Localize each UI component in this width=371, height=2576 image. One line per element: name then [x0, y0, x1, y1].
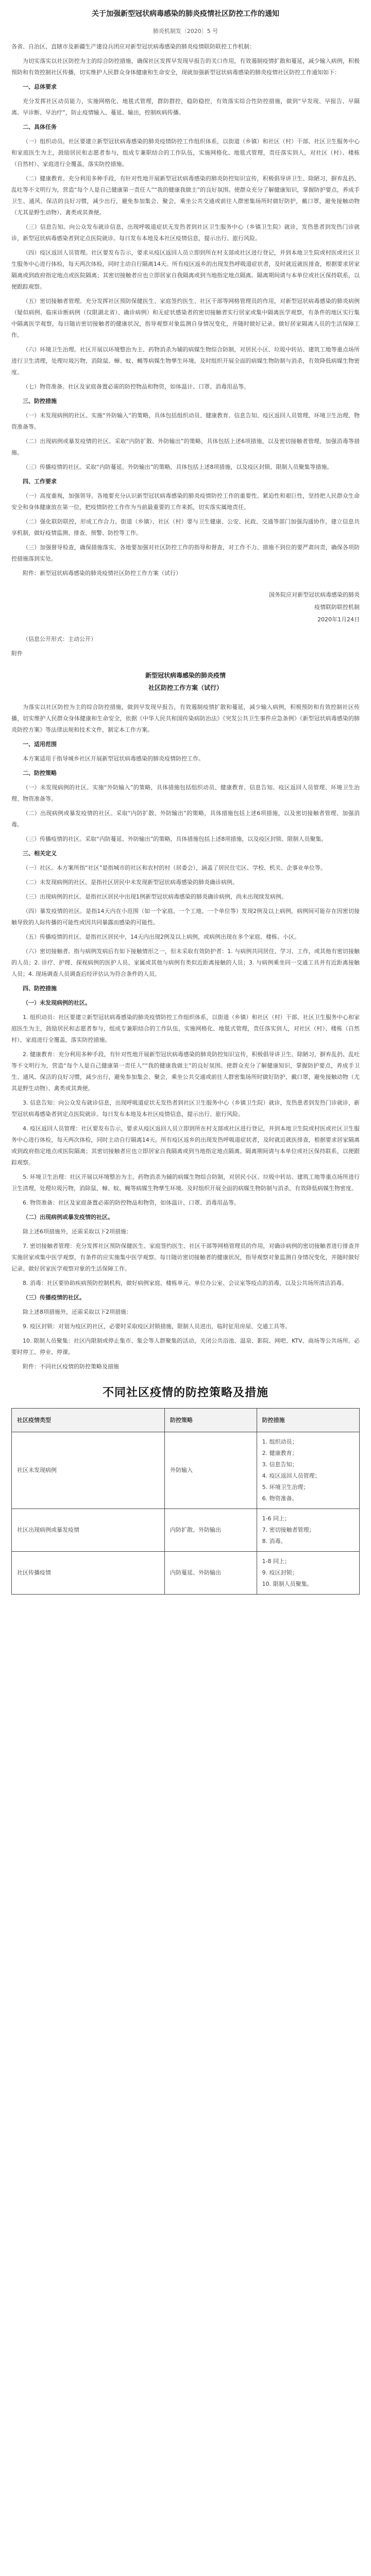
paragraph: （二）强化联防联控，形成工作合力。街道（乡镇）、社区（村）要与卫生健康、公安、民政、交通等部门加强沟通协作，建立信息共享机制，做好疫情监测、排查、预警、防控等工作。 [11, 518, 360, 536]
measure-item: 1-6 同上； [262, 1515, 291, 1522]
table-row [12, 1432, 360, 1509]
signature-line: 国务院应对新型冠状病毒感染的肺炎 [269, 591, 360, 598]
paragraph: 6. 物资准备：社区及家庭备置必需的防控物品和物资，如体温计、口罩、消毒用品等。 [23, 1199, 240, 1206]
measure-item: 3. 信息告知； [262, 1461, 298, 1468]
paragraph: 5. 环境卫生治理：社区开展以环境整治为主、药物消杀为辅的病媒生物综合防制，对居民小区、垃圾中转站、建筑工地等重点场所进行卫生清理，处理垃圾污物，消除鼠、蟑、蚊、蝇等病媒生物孳生环境。及时组织开展全面的病媒生物防制与消杀，有效降低病媒生物密度。 [11, 1174, 360, 1192]
table-title: 不同社区疫情的防控策略及措施 [102, 1386, 268, 1399]
table-header-cell: 防控策略 [165, 1409, 257, 1432]
salutation: 各省、自治区、直辖市及新疆生产建设兵团应对新型冠状病毒感染的肺炎疫情联防联控工作机制： [11, 43, 255, 50]
measure-item: 2. 健康教育； [262, 1450, 298, 1456]
paragraph: （五）密切接触者管理。充分发挥社区预防保健医生、家庭签约医生、社区干部等网格管理员的作用，对新型冠状病毒感染的肺炎病例（疑似病例、临床诊断病例（仅限湖北省）、确诊病例）和无症状感染者的密切接触者实行居家或集中隔离医学观察，有条件的地区实行集中隔离医学观察，每日随访密切接触者的健康状况，指导观察对象监测自身情况变化，并随时做好记录。做好居家隔离人员的生活保障工作。 [11, 298, 360, 338]
section-heading: 二、具体任务 [23, 124, 57, 130]
paragraph: （三）传播疫情的社区。采取“内防蔓延、外防输出”的策略，具体措施包括上述8项措施，以及疫区封锁、限制人员聚集。 [23, 836, 327, 842]
attachment-label: 附件 [11, 650, 23, 657]
paragraph: （二）出现病例或暴发疫情的社区。采取“内防扩散、外防输出”的策略，具体措施包括上述6项措施，以及密切接触者管理、加强消毒。 [11, 810, 360, 828]
table-header-row [12, 1409, 360, 1432]
paragraph: 7. 密切接触者管理：充分发挥社区预防保健医生、家庭签约医生、社区干部等网格管理员的作用，对确诊病例的密切接触者进行排查并实施居家或集中医学观察，有条件的应实施集中医学观察。每日随访密切接触者的健康状况，指导观察对象监测自身情况变化，并随时做好记录。做好居家医学观察对象的生活保障工作。 [11, 1243, 360, 1272]
paragraph: （三）出现病例的社区。是指社区居民中出现1例新型冠状病毒感染的肺炎确诊病例，尚未出现续发病例。 [23, 893, 287, 900]
measure-item: 5. 环境卫生治理； [262, 1484, 309, 1490]
paragraph: 2. 健康教育：充分利用多种手段，有针对性地开展新型冠状病毒感染的肺炎防控知识宣传，积极倡导讲卫生、除陋习，摒弃乱扔、乱吐等不文明行为，营造“每个人是自己健康第一责任人”“我的健康我做主”的良好氛围。使群众充分了解健康知识，掌握防护要点，养成手卫生、通风、保洁的良好习惯，减少出行，避免参加集会、聚会，乘坐公共交通或前往人群密集场所时做好防护，戴口罩，避免接触动物（尤其是野生动物）、禽类或其粪便。 [11, 1051, 360, 1092]
paragraph: 充分发挥社区动员能力，实施网格化、地毯式管理，群防群控，稳防稳控，有效落实综合性防控措施，做到“早发现、早报告、早隔离、早诊断、早治疗”，防止疫情输入、蔓延、输出，控制疾病传播。 [11, 98, 360, 116]
paragraph: 8. 消毒：社区要协助疾病预防控制机构，做好病例家庭、楼栋单元、单位办公室、会议室等疫点的消毒，以及公共场所清洁消毒。 [23, 1280, 347, 1286]
table-cell-type: 社区传播疫情 [12, 1552, 165, 1595]
measure-item: 6. 物资准备。 [262, 1495, 298, 1502]
attachment-line: 附件：新型冠状病毒感染的肺炎疫情社区防控工作方案（试行） [23, 570, 181, 577]
paragraph: （五）传播疫情的社区。是指社区居民中，14天内出现2例及以上病例，或病例出现在多个家庭、楼栋、小区。 [23, 934, 300, 940]
paragraph: 9. 疫区封锁：对划为疫区的社区，必要时采取疫区封锁措施，限制人员进出，临时征用房屋、交通工具等。 [23, 1323, 291, 1330]
measure-item: 4. 疫区返回人员管理； [262, 1472, 321, 1479]
signature-line: 疫情联防联控机制 [314, 604, 360, 611]
table-row [12, 1552, 360, 1595]
paragraph: （六）密切接触者。指与病例发病后有如下接触情形之一，但未采取有效防护者：1. 与病例共同居住、学习、工作，或其他有密切接触的人员；2. 诊疗、护理、探视病例的医护人员、家属或其他与病例有类似近距离接触的人员；3. 与病例乘坐同一交通工具并有近距离接触人员；4. 现场调查人员调查后经评估认为符合条件的人员。 [11, 948, 360, 977]
subsection-heading: （一）未发现病例的社区。 [23, 999, 91, 1006]
paragraph: （二）健康教育。充分利用多种手段，有针对性地开展新型冠状病毒感染的肺炎防控知识宣传，积极倡导讲卫生、除陋习，摒弃乱扔、乱吐等不文明行为，营造“每个人是自己健康第一责任人”“我的健康我做主”的良好氛围。使群众充分了解健康知识，掌握防护要点，养成手卫生、通风、保洁的良好习惯，减少出行，避免参加集会、聚会，乘坐公共交通或前往人群密集场所时做好防护，戴口罩，避免接触动物（尤其是野生动物）、禽类或其粪便。 [11, 175, 360, 216]
table-header-cell: 社区疫情类型 [12, 1409, 165, 1432]
measures-table [11, 1408, 360, 1595]
attachment-title: 新型冠状病毒感染的肺炎疫情 [145, 672, 226, 679]
table-note: 附件：不同社区疫情的防控策略及措施 [23, 1363, 119, 1370]
signature-date: 2020年1月24日 [317, 616, 360, 623]
paragraph: 本方案适用于指导城乡社区开展新型冠状病毒感染的肺炎疫情防控工作。 [23, 755, 204, 762]
table-row [12, 1509, 360, 1552]
paragraph: 除上述8项措施外，还需采取以下2项措施： [23, 1309, 132, 1315]
paragraph: （一）未发现病例的社区。实施“外防输入”的策略，具体包括组织动员、健康教育、信息告知、疫区返回人员管理、环境卫生治理、物资准备等。 [11, 412, 360, 430]
table-cell-strategy: 内防扩散、外防输出 [165, 1509, 257, 1552]
paragraph: 3. 信息告知：向公众发布就诊信息，出现呼吸道症状无发热者到社区卫生服务中心（乡镇卫生院）就诊，发热患者到发热门诊就诊，新型冠状病毒感染者到定点医院就诊。每日发布本地及本社区疫情信息，提示出行、旅行风险。 [11, 1099, 360, 1117]
paragraph: （六）环境卫生治理。社区开展以环境整治为主、药物消杀为辅的病媒生物综合防制，对居民小区、垃圾中转站、建筑工地等重点场所进行卫生清理，处理垃圾污物，消除鼠、蟑、蚊、蝇等病媒生物孳生环境。及时组织开展全面的病媒生物防制与消杀，有效降低病媒生物密度。 [11, 346, 360, 376]
measure-item: 9. 疫区封锁； [262, 1569, 298, 1576]
paragraph: （三）加强督导检查，确保措施落实。各地要加强对社区防控工作的指导和督查，对工作不力、措施不到位的要严肃问责，确保各项防控措施落到实处。 [11, 544, 360, 562]
doc-title: 关于加强新型冠状病毒感染的肺炎疫情社区防控工作的通知 [92, 10, 279, 18]
paragraph: （四）疫区返回人员管理。社区要发布告示，要求从疫区返回人员立即到所在村支部或社区进行登记，并到本地卫生院或村医或社区卫生服务中心进行体检，每天两次体检，同时主动自行隔离14天。所有疫区返乡的出现发热呼吸道症状者，及时就近就医排查，根据要求居家隔离或到政府指定地点或医院隔离；其密切接触者应也立即居家自我隔离或到当地指定地点隔离。隔离期间请与本单位或社区保持联系，以便跟踪观察。 [11, 249, 360, 290]
section-heading: 四、防控措施 [23, 985, 57, 992]
section-heading: 四、工作要求 [23, 478, 57, 485]
table-cell-measures [257, 1432, 359, 1509]
paragraph: （一）社区。本方案所指“社区”是指城市的社区和农村的村（居委会），涵盖了居民住宅区、学校、机关、企事业单位等。 [23, 865, 326, 871]
paragraph: （三）传播疫情的社区。采取“内防蔓延、外防输出”的策略，具体包括上述8项措施，以及疫区封锁、限制人员聚集等措施。 [23, 464, 333, 470]
measure-item: 10. 限制人员聚集。 [262, 1581, 313, 1587]
subsection-heading: （三）传播疫情的社区。 [23, 1294, 85, 1301]
paragraph: （四）暴发疫情的社区。是指14天内在小范围（如一个家庭、一个工地、一个单位等）发现2例及以上病例，病例间可能存在因密切接触导致的人际传播的可能性或因共同暴露而感染的可能性。 [11, 908, 360, 926]
table-cell-strategy: 内防蔓延、外防输出 [165, 1552, 257, 1595]
paragraph: 4. 疫区返回人员管理：社区要发布告示，要求从疫区返回人员立即到所在村支部或社区进行登记，并到本地卫生院或村医或社区卫生服务中心进行体检，每天两次体检，同时主动自行隔离14天。所有疫区返乡的出现发热呼吸道症状者，及时就近就医排查，根据要求居家隔离或到政府指定地点或医院隔离；其密切接触者应也立即居家自我隔离或到当地指定地点隔离。隔离期间请与本单位或社区保持联系，以便跟踪观察。 [11, 1125, 360, 1166]
table-cell-type: 社区出现病例或暴发疫情 [12, 1509, 165, 1552]
table-cell-measures [257, 1509, 359, 1552]
doc-number: 肺炎机制发〔2020〕5 号 [153, 28, 218, 35]
measure-item: 7. 密切接触者管理； [262, 1527, 315, 1533]
table-cell-measures [257, 1552, 359, 1595]
attachment-title: 社区防控工作方案（试行） [148, 684, 223, 691]
paragraph: 为落实以社区防控为主的综合防控措施，做到早发现早报告，有效遏制疫情扩散和蔓延，减少输入病例，积极预防和有效控制社区传播，切实维护人民群众身体健康和生命安全，依据《中华人民共和国传染病防治法》《突发公共卫生事件应急条例》《新型冠状病毒感染的肺炎防控方案》等法律法规和技术文件，制定本工作方案。 [11, 704, 360, 733]
paragraph: 除上述6项措施外，还需采取以下2项措施： [23, 1228, 132, 1235]
section-heading: 三、相关定义 [23, 850, 57, 857]
section-heading: 三、防控措施 [23, 398, 57, 404]
table-cell-type: 社区未发现病例 [12, 1432, 165, 1509]
section-heading: 一、适用范围 [23, 741, 57, 748]
disclosure-note: （信息公开形式：主动公开） [23, 636, 96, 642]
paragraph: （七）物资准备。社区及家庭备置必需的防控物品和物资，如体温计、口罩、消毒用品等。 [23, 383, 249, 390]
paragraph: （一）高度重视，加强领导。各地要充分认识新型冠状病毒感染的肺炎疫情防控工作的重要性、紧迫性和艰巨性，坚持把人民群众生命安全和身体健康放在第一位，把疫情防控工作作为当前最重要的工作来抓，切实落实属地责任。 [11, 493, 360, 511]
subsection-heading: （二）出现病例或暴发疫情的社区。 [23, 1214, 113, 1221]
measure-item: 1. 组织动员； [262, 1438, 298, 1445]
paragraph: （一）未发现病例的社区。实施“外防输入”的策略，具体措施包括组织动员、健康教育、信息告知、疫区返回人员管理、环境卫生治理、物资准备等。 [11, 784, 360, 802]
paragraph: 1. 组织动员：社区要建立新型冠状病毒感染的肺炎疫情防控工作组织体系，以街道（乡镇）和社区（村）干部、社区卫生服务中心和家庭医生为主，鼓励居民和志愿者参与，组成专兼职结合的工作队伍，实施网格化、地毯式管理，责任落实到人，对社区（村）、楼栋（自然村）、家庭进行全覆盖，落实防控措施。 [11, 1014, 360, 1043]
table-header-cell: 防控措施 [257, 1409, 359, 1432]
paragraph: （三）信息告知。向公众发布就诊信息，出现呼吸道症状无发热者到社区卫生服务中心（乡镇卫生院）就诊，发热患者到发热门诊就诊，新型冠状病毒感染者到定点医院就诊。每日发布本地及本社区疫情信息，提示出行、旅行风险。 [11, 224, 360, 242]
measure-item: 8. 消毒。 [262, 1538, 286, 1545]
section-heading: 二、防控策略 [23, 770, 57, 776]
paragraph: 10. 限制人员聚集：社区内限制或停止集市、集会等人群聚集的活动，关闭公共浴池、温泉、影院、网吧、KTV、商场等公共场所。必要时停工、停业、停课。 [11, 1337, 360, 1355]
paragraph: （一）组织动员。社区要建立新型冠状病毒感染的肺炎疫情防控工作组织体系，以街道（乡镇）和社区（村）干部、社区卫生服务中心和家庭医生为主，鼓励居民和志愿者参与，组成专兼职结合的工作队伍，实施网格化、地毯式管理，责任落实到人，对社区（村）、楼栋（自然村）、家庭进行全覆盖，落实防控措施。 [11, 138, 360, 167]
paragraph: （二）未发现病例的社区。是指社区居民中未发现新型冠状病毒感染的肺炎确诊病例。 [23, 879, 238, 886]
measure-item: 1-8 同上； [262, 1558, 291, 1565]
section-heading: 一、总体要求 [23, 83, 57, 90]
intro-paragraph: 为切实落实以社区防控为主的综合防控措施，确保社区发挥早发现早报告的关口作用，有效遏制疫情扩散和蔓延，减少输入病例，积极预防和有效控制社区传播，切实维护人民群众身体健康和生命安全，现就加强新型冠状病毒感染的肺炎疫情社区防控工作通知如下： [11, 58, 360, 76]
table-cell-strategy: 外防输入 [165, 1432, 257, 1509]
paragraph: （二）出现病例或暴发疫情的社区。采取“内防扩散、外防输出”的策略，具体包括上述6项措施，以及密切接触者管理、加强消毒等措施。 [11, 438, 360, 456]
